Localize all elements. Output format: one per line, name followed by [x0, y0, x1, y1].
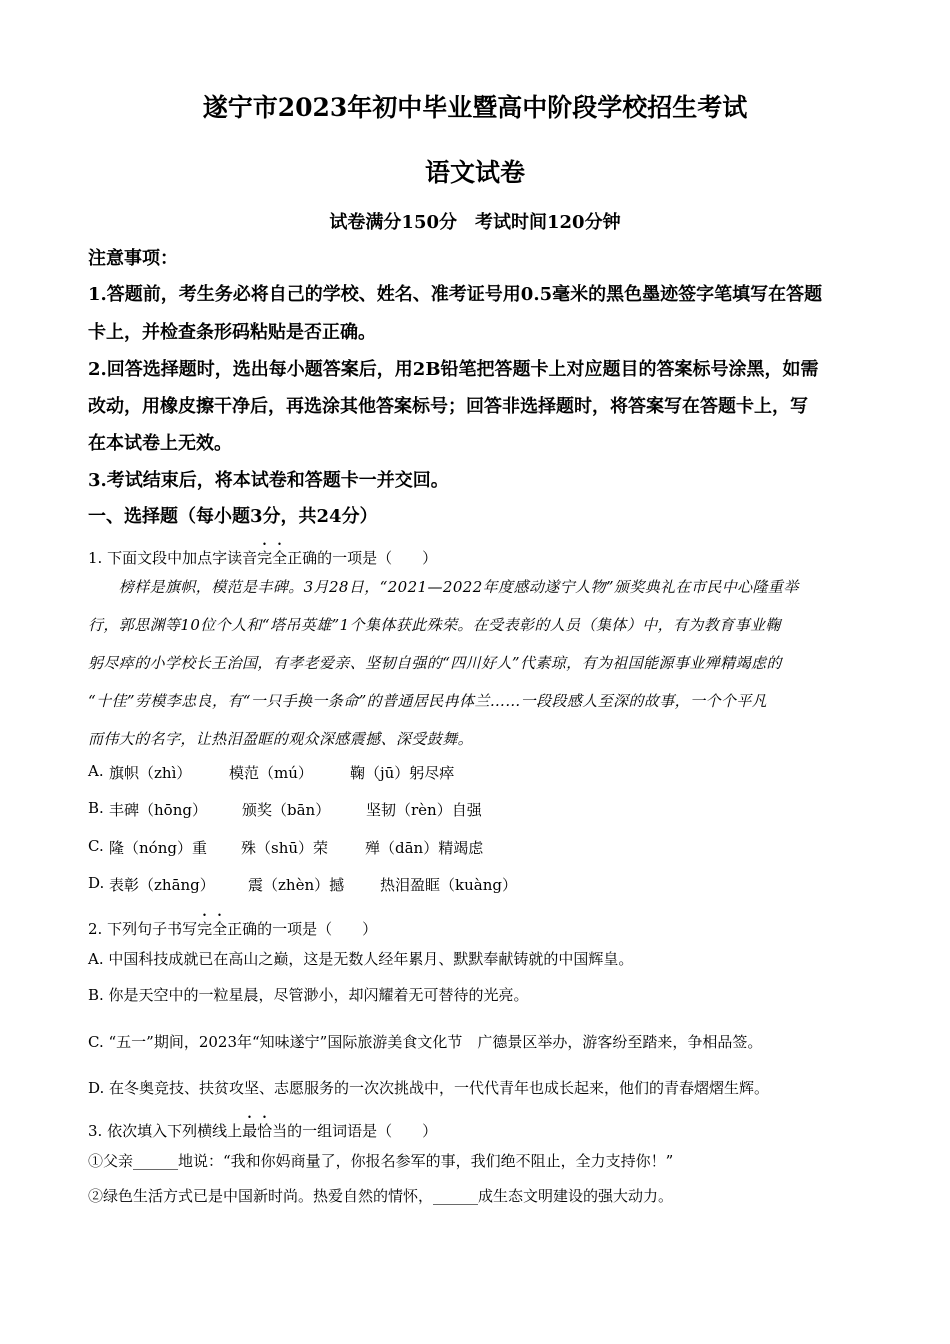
notes-line: 1.答题前，考生务必将自己的学校、姓名、准考证号用0.5毫米的黑色墨迹签字笔填写在答题	[88, 284, 823, 305]
passage-line: 榜样是旗帜，模范是丰碑。3月28日，“2021—2022年度感动遂宁人物”颁奖典礼在市民中心隆重举	[88, 578, 799, 596]
emphasis-text: 完全	[257, 549, 288, 567]
question-2-option-b: B. 你是天空中的一粒星晨，尽管渺小，却闪耀着无可替待的光亮。	[88, 986, 529, 1004]
paper-subtitle: 语文试卷	[424, 158, 525, 187]
question-2-stem: 2. 下列句子书写完全正确的一项是（ ）	[88, 920, 378, 938]
notes-line: 改动，用橡皮擦干净后，再选涂其他答案标号；回答非选择题时，将答案写在答题卡上，写	[88, 396, 808, 417]
question-3-item-1: ①父亲______地说：“我和你妈商量了，你报名参军的事，我们绝不阻止，全力支持你！”	[88, 1152, 674, 1170]
exam-title: 遂宁市2023年初中毕业暨高中阶段学校招生考试	[202, 93, 748, 122]
passage-line: 而伟大的名字，让热泪盈眶的观众深感震撼、深受鼓舞。	[88, 730, 474, 748]
notes-line: 在本试卷上无效。	[88, 433, 232, 454]
question-2-option-c: C. “五一”期间，2023年“知味遂宁”国际旅游美食文化节 广德景区举办，游客纷至踏来，争相品签。	[88, 1033, 763, 1051]
notes-heading: 注意事项：	[88, 248, 178, 269]
question-2-option-a: A. 中国科技成就已在高山之巅，这是无数人经年累月、默默奉献铸就的中国辉皇。	[88, 950, 634, 968]
section-heading: 一、选择题（每小题3分，共24分）	[88, 506, 378, 527]
emphasis-text: 最恰	[242, 1122, 273, 1140]
question-2-option-d: D. 在冬奥竞技、扶贫攻坚、志愿服务的一次次挑战中，一代代青年也成长起来，他们的青春熠熠生辉。	[88, 1079, 770, 1097]
passage-line: 行，郭思渊等10位个人和“塔吊英雄”1个集体获此殊荣。在受表彰的人员（集体）中，有为教育事业鞠	[88, 616, 781, 634]
question-1-option-a: A. 旗帜（zhì） 模范（mú） 鞠（jū）躬尽瘁	[88, 762, 455, 782]
notes-line: 3.考试结束后，将本试卷和答题卡一并交回。	[88, 470, 449, 491]
question-3-stem: 3. 依次填入下列横线上最恰当的一组词语是（ ）	[88, 1122, 438, 1140]
emphasis-text: 完全	[197, 920, 228, 938]
question-1-stem: 1. 下面文段中加点字读音完全正确的一项是（ ）	[88, 549, 438, 567]
passage-line: 躬尽瘁的小学校长王治国，有孝老爱亲、坚韧自强的“四川好人”代素琼，有为祖国能源事业殚精竭虑的	[88, 654, 782, 672]
notes-line: 2.回答选择题时，选出每小题答案后，用2B铅笔把答题卡上对应题目的答案标号涂黑，如需	[88, 359, 819, 380]
question-1-option-d: D. 表彰（zhāng） 震（zhèn）撼 热泪盈眶（kuàng）	[88, 874, 517, 894]
question-1-option-b: B. 丰碑（hōng） 颁奖（bān） 坚韧（rèn）自强	[88, 799, 482, 819]
question-3-item-2: ②绿色生活方式已是中国新时尚。热爱自然的情怀，______成生态文明建设的强大动力。	[88, 1187, 674, 1205]
question-1-option-c: C. 隆（nóng）重 殊（shū）荣 殚（dān）精竭虑	[88, 837, 484, 857]
score-time-info: 试卷满分150分 考试时间120分钟	[329, 212, 621, 233]
notes-line: 卡上，并检查条形码粘贴是否正确。	[88, 322, 376, 343]
passage-line: “十佳”劳模李忠良，有“一只手换一条命”的普通居民冉体兰……一段段感人至深的故事，一个个平凡	[88, 692, 768, 710]
